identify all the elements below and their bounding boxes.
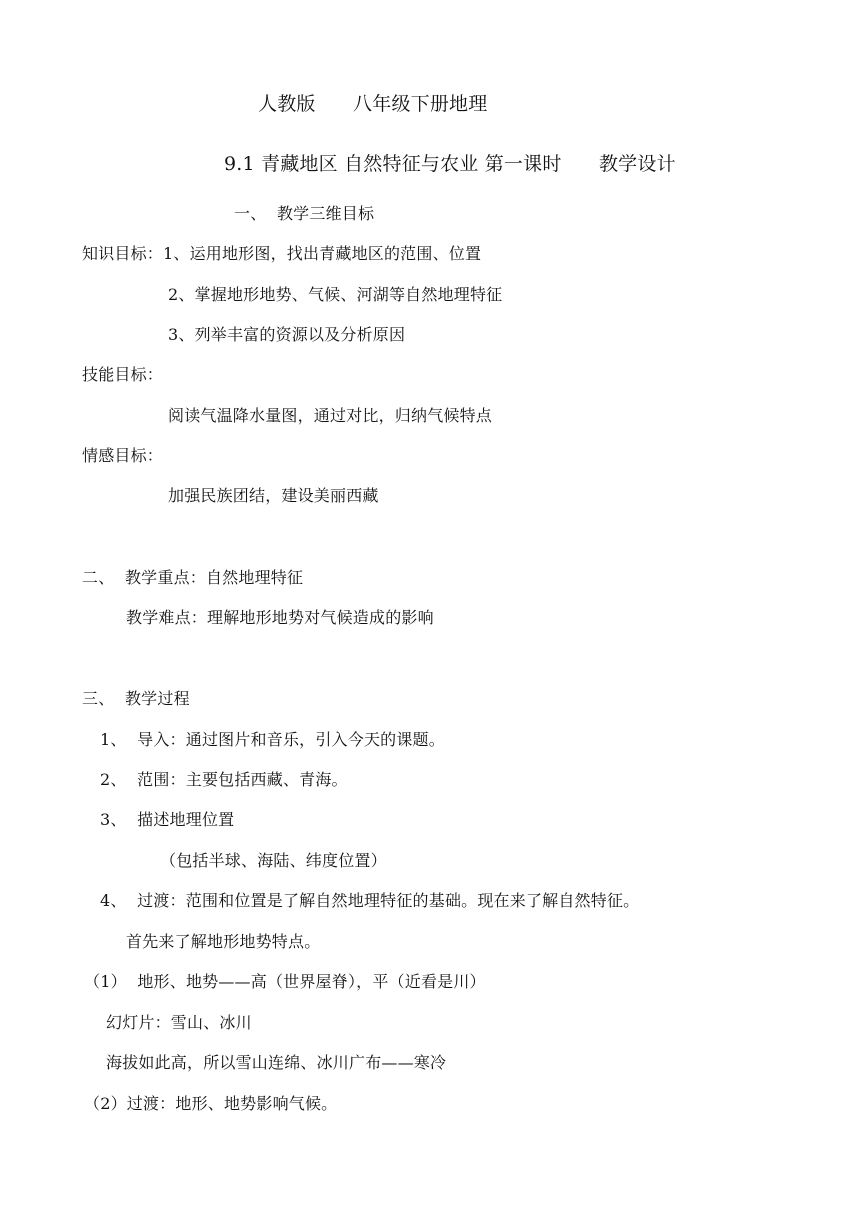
sub-point-1: （1） 地形、地势——高（世界屋脊），平（近看是川）	[84, 972, 486, 991]
emotion-objective-label: 情感目标：	[82, 446, 164, 465]
process-step-1: 1、 导入：通过图片和音乐，引入今天的课题。	[100, 730, 445, 749]
lesson-title: 9.1 青藏地区 自然特征与农业 第一课时 教学设计	[224, 153, 676, 175]
section-heading-process: 三、 教学过程	[82, 689, 190, 708]
process-step-4-continued: 首先来了解地形地势特点。	[126, 932, 321, 951]
emotion-objective-text: 加强民族团结，建设美丽西藏	[168, 486, 379, 505]
document-title: 人教版 八年级下册地理	[258, 93, 488, 115]
sub-point-2: （2）过渡：地形、地势影响气候。	[84, 1094, 338, 1113]
process-step-3-note: （包括半球、海陆、纬度位置）	[160, 851, 387, 870]
slide-note: 幻灯片：雪山、冰川	[106, 1013, 252, 1032]
process-step-4: 4、 过渡：范围和位置是了解自然地理特征的基础。现在来了解自然特征。	[100, 891, 640, 910]
skill-objective-text: 阅读气温降水量图，通过对比，归纳气候特点	[168, 406, 493, 425]
altitude-note: 海拔如此高，所以雪山连绵、冰川广布——寒冷	[106, 1053, 447, 1072]
process-step-3: 3、 描述地理位置	[100, 810, 235, 829]
skill-objective-label: 技能目标：	[82, 365, 164, 384]
section-heading-objectives: 一、 教学三维目标	[234, 204, 375, 223]
knowledge-objective-3: 3、列举丰富的资源以及分析原因	[168, 325, 406, 344]
process-step-2: 2、 范围：主要包括西藏、青海。	[100, 770, 348, 789]
difficult-point: 教学难点：理解地形地势对气候造成的影响	[126, 608, 434, 627]
section-heading-key-points: 二、 教学重点：自然地理特征	[82, 568, 304, 587]
knowledge-objective-2: 2、掌握地形地势、气候、河湖等自然地理特征	[168, 285, 503, 304]
knowledge-objective-1: 知识目标：1、运用地形图，找出青藏地区的范围、位置	[82, 244, 482, 263]
